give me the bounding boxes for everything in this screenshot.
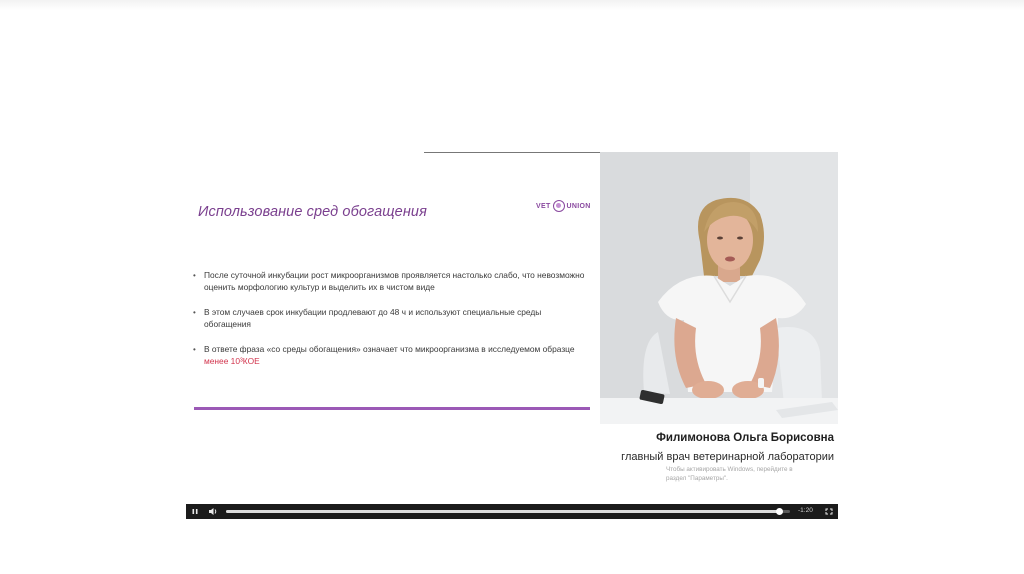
- progress-fill: [226, 510, 779, 513]
- bullet-text: В ответе фраза «со среды обогащения» означает что микроорганизма в исследуемом образце: [204, 344, 575, 355]
- bullet-text: После суточной инкубации рост микроорганизмов проявляется настолько слабо, что невозможно оценить морфологию культур и выделить их в чистом виде: [204, 270, 585, 292]
- time-remaining: -1:20: [798, 507, 813, 514]
- bullet-item: [192, 307, 588, 330]
- logo-mark-icon: [553, 200, 565, 212]
- player-controls: [186, 504, 838, 519]
- speaker-role: главный врач ветеринарной лаборатории: [621, 451, 834, 463]
- slide-title: Использование сред обогащения: [198, 204, 427, 220]
- progress-handle[interactable]: [776, 508, 783, 515]
- pause-icon: [189, 506, 201, 517]
- bullet-dot-icon: •: [193, 308, 196, 318]
- bullet-text: В этом случаев срок инкубации продлевают до 48 ч и используют специальные среды обогащения: [204, 307, 542, 329]
- logo-text-right: UNION: [566, 202, 591, 210]
- speaker-caption: [600, 424, 838, 504]
- bullet-item: [192, 270, 588, 293]
- background-top: [0, 0, 1024, 10]
- bullet-highlight: менее 10³КОЕ: [204, 355, 260, 366]
- watermark-line-2: раздел "Параметры".: [666, 475, 728, 482]
- speaker-video: [600, 152, 838, 424]
- slide-bullet-list: [192, 270, 588, 382]
- slide-top-line: [424, 152, 600, 153]
- fullscreen-button[interactable]: [823, 506, 835, 517]
- speaker-figure: [600, 152, 838, 424]
- pause-button[interactable]: [189, 506, 201, 517]
- progress-slider[interactable]: [226, 510, 790, 513]
- vet-union-logo: [536, 200, 591, 212]
- windows-activation-watermark: [666, 465, 836, 483]
- fullscreen-icon: [823, 506, 835, 517]
- volume-button[interactable]: [207, 506, 219, 517]
- speaker-name: Филимонова Ольга Борисовна: [656, 432, 834, 444]
- bullet-dot-icon: •: [193, 345, 196, 355]
- bullet-item: [192, 344, 588, 367]
- logo-text-left: VET: [536, 202, 551, 210]
- watermark-line-1: Чтобы активировать Windows, перейдите в: [666, 466, 793, 473]
- video-player[interactable]: [186, 152, 838, 519]
- slide-divider: [194, 407, 590, 410]
- volume-icon: [207, 506, 219, 517]
- bullet-dot-icon: •: [193, 271, 196, 280]
- presentation-slide: [186, 152, 600, 504]
